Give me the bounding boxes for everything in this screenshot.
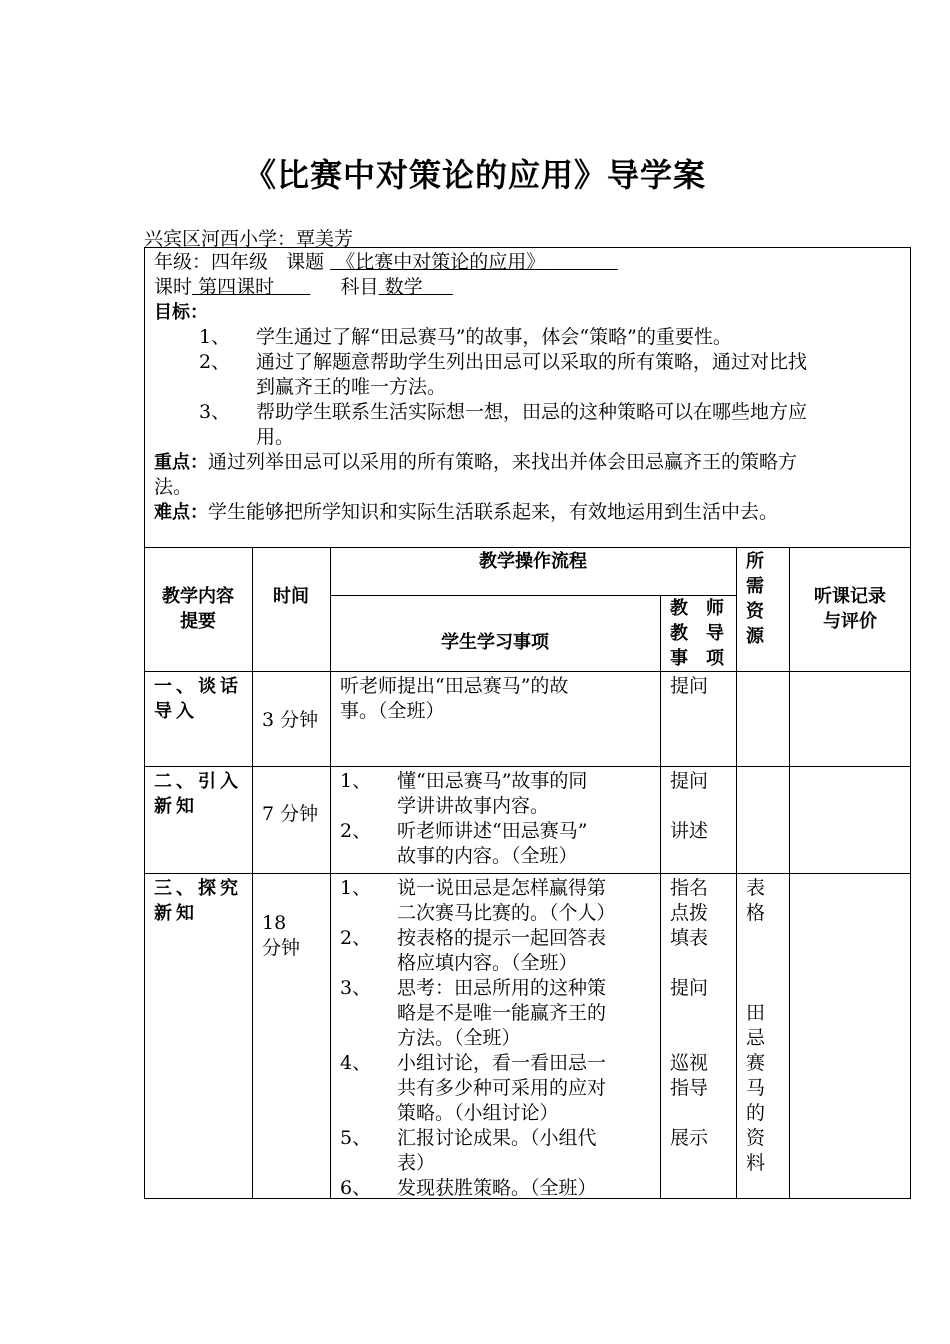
item-number: 1、: [340, 877, 372, 899]
item-text: 发现获胜策略。（全班）: [397, 1177, 597, 1199]
rule-row2-bottom: [144, 873, 911, 874]
row-teacher: 提问: [670, 977, 709, 999]
difficulty-label: 难点：: [154, 502, 208, 523]
item-number: 3、: [340, 977, 372, 999]
row-student-text: 听老师提出“田忌赛马”的故 事。（全班）: [340, 675, 569, 722]
rule-info-bottom: [144, 547, 911, 548]
header-content: 教学内容 提要: [162, 586, 234, 632]
rule-row1-bottom: [144, 766, 911, 767]
item-text: 思考：田忌所用的这种策 略是不是唯一能赢齐王的 方法。（全班）: [397, 977, 607, 1049]
item-number: 2、: [340, 927, 372, 949]
grade-label: 年级：四年级: [154, 251, 269, 273]
goal-text: 通过了解题意帮助学生列出田忌可以采取的所有策略，通过对比找: [256, 351, 808, 373]
key-point-text: 通过列举田忌可以采用的所有策略，来找出并体会田忌赢齐王的策略方: [208, 451, 798, 473]
row-teacher: 巡视 指导: [670, 1052, 709, 1099]
header-time: 时间: [273, 586, 309, 607]
author-line: 兴宾区河西小学：覃美芳: [144, 228, 354, 250]
header-record: 听课记录 与评价: [814, 586, 886, 632]
item-text: 说一说田忌是怎样赢得第 二次赛马比赛的。（个人）: [397, 877, 616, 924]
goal-number: 3、: [199, 401, 231, 423]
item-text: 小组讨论，看一看田忌一 共有多少种可采用的应对 策略。（小组讨论）: [397, 1052, 607, 1124]
item-text: 懂“田忌赛马”故事的同 学讲讲故事内容。: [397, 770, 588, 817]
key-point: [154, 450, 797, 475]
key-point-text-2: 法。: [154, 476, 193, 498]
header-resource: 所 需 资 源: [746, 551, 764, 647]
goal-number: 1、: [199, 326, 231, 348]
rule-col-teacher: [736, 547, 737, 1199]
header-teacher: 教 师 教 导 事 项: [670, 598, 724, 669]
rule-col-content: [252, 547, 253, 1199]
difficulty: [154, 500, 778, 525]
row-teacher: 指名 点拨 填表: [670, 877, 709, 949]
document-title: 《比赛中对策论的应用》导学案: [243, 156, 706, 194]
row-teacher: 讲述: [670, 820, 709, 842]
header-flow: 教学操作流程: [479, 551, 587, 572]
topic-value: 《比赛中对策论的应用》: [336, 251, 546, 273]
rule-col-resource: [789, 547, 790, 1199]
row-content: 三、探究 新知: [154, 878, 242, 924]
row-teacher: 提问: [670, 770, 709, 792]
period-info: [154, 275, 453, 300]
topic-label: 课题: [286, 251, 325, 273]
row-time: 3 分钟: [262, 709, 319, 731]
item-number: 6、: [340, 1177, 372, 1199]
row-resource: 田 忌 赛 马 的 资 料: [746, 1002, 766, 1174]
period-value: 第四课时: [198, 276, 275, 298]
row-resource: 表 格: [746, 877, 766, 924]
header-student: 学生学习事项: [441, 632, 549, 653]
subject-value: 数学: [384, 276, 423, 298]
item-number: 2、: [340, 820, 372, 842]
rule-header-bottom: [144, 671, 911, 672]
key-point-label: 重点：: [154, 452, 208, 473]
row-time: 18 分钟: [262, 912, 301, 959]
goal-text: 帮助学生联系生活实际想一想，田忌的这种策略可以在哪些地方应: [256, 401, 808, 423]
item-text: 汇报讨论成果。（小组代 表）: [397, 1127, 597, 1174]
goals-label: 目标：: [154, 302, 208, 323]
goal-text: 到赢齐王的唯一方法。: [256, 376, 447, 398]
row-time: 7 分钟: [262, 803, 319, 825]
row-content: 一、谈话 导入: [154, 676, 242, 722]
goal-text: 学生通过了解“田忌赛马”的故事，体会“策略”的重要性。: [256, 326, 732, 348]
period-label: 课时: [154, 276, 193, 298]
row-content: 二、引入 新知: [154, 771, 242, 817]
difficulty-text: 学生能够把所学知识和实际生活联系起来，有效地运用到生活中去。: [208, 501, 779, 523]
item-number: 4、: [340, 1052, 372, 1074]
subject-label: 科目: [340, 276, 379, 298]
item-number: 1、: [340, 770, 372, 792]
rule-col-student: [660, 595, 661, 1199]
item-number: 5、: [340, 1127, 372, 1149]
item-text: 按表格的提示一起回答表 格应填内容。（全班）: [397, 927, 607, 974]
row-teacher: 提问: [670, 675, 709, 697]
row-teacher: 展示: [670, 1127, 709, 1149]
grade-info: [154, 250, 618, 275]
item-text: 听老师讲述“田忌赛马” 故事的内容。（全班）: [397, 820, 588, 867]
goal-text: 用。: [256, 426, 295, 448]
goal-number: 2、: [199, 351, 231, 373]
